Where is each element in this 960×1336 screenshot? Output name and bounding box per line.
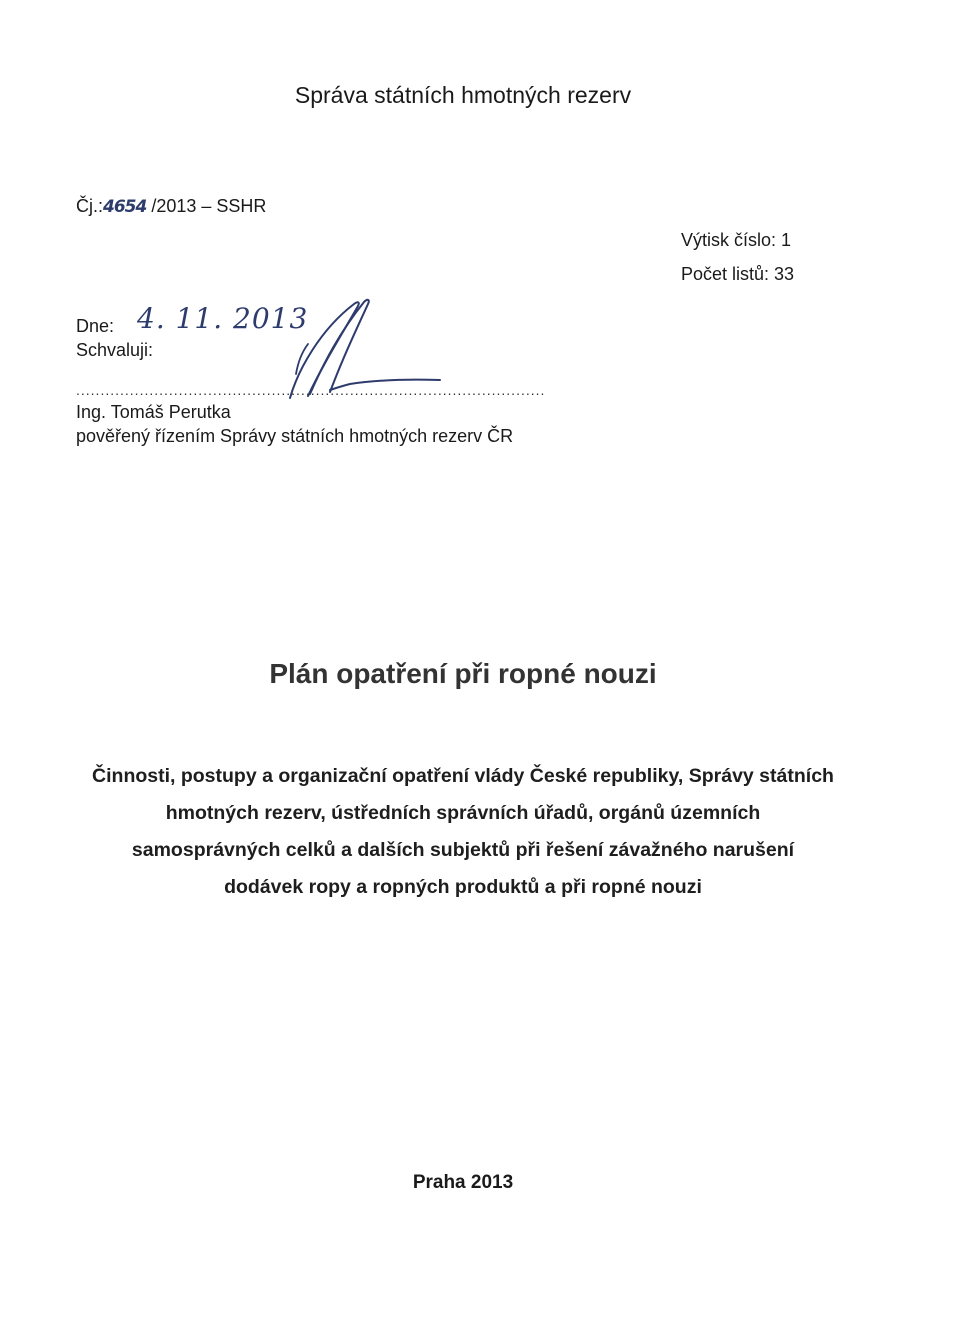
document-subtitle: Činnosti, postupy a organizační opatření vlády České republiky, Správy státních hmotných rezerv, ústředních správních úřadů, orgánů územních samosprávných celků a dalších subjektů při řešení závažného narušení dodávek ropy a ropných produktů a při ropné nouzi	[92, 765, 834, 898]
signatory-name: Ing. Tomáš Perutka	[76, 402, 231, 422]
signature-line: ................................................................................................	[76, 382, 546, 398]
copy-number: Výtisk číslo: 1	[681, 230, 792, 250]
date-label: Dne:	[76, 316, 115, 336]
reference-prefix: Čj.:	[76, 196, 103, 216]
reference-number	[76, 196, 266, 217]
organization-header: Správa státních hmotných rezerv	[294, 82, 632, 108]
page-count: Počet listů: 33	[681, 264, 795, 284]
reference-suffix: /2013 – SSHR	[146, 196, 267, 216]
document-title: Plán opatření při ropné nouzi	[269, 658, 657, 689]
place-and-year: Praha 2013	[412, 1172, 514, 1193]
signatory-role: pověřený řízením Správy státních hmotných rezerv ČR	[76, 426, 514, 446]
reference-handwritten-number: 4654	[103, 197, 147, 217]
handwritten-date: 4. 11. 2013	[137, 302, 309, 335]
approve-label: Schvaluji:	[76, 340, 154, 360]
